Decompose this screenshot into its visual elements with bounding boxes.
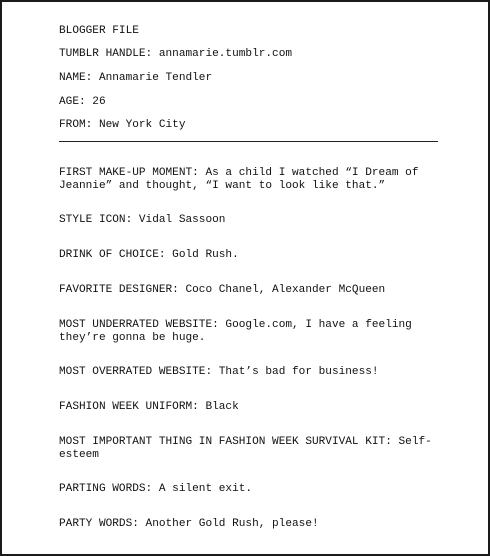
drink-of-choice-answer: DRINK OF CHOICE: Gold Rush. xyxy=(59,249,239,261)
first-makeup-moment-line2: Jeannie” and thought, “I want to look like that.” xyxy=(59,180,386,192)
tumblr-handle: TUMBLR HANDLE: annamarie.tumblr.com xyxy=(59,48,293,60)
name-field: NAME: Annamarie Tendler xyxy=(59,72,213,84)
document-title: BLOGGER FILE xyxy=(59,25,139,37)
age-field: AGE: 26 xyxy=(59,96,106,108)
overrated-website-answer: MOST OVERRATED WEBSITE: That’s bad for business! xyxy=(59,366,379,378)
divider-rule xyxy=(59,141,438,142)
underrated-website-line1: MOST UNDERRATED WEBSITE: Google.com, I have a feeling xyxy=(59,319,412,331)
survival-kit-line2: esteem xyxy=(59,449,99,461)
underrated-website-line2: they’re gonna be huge. xyxy=(59,332,206,344)
survival-kit-line1: MOST IMPORTANT THING IN FASHION WEEK SURVIVAL KIT: Self- xyxy=(59,436,432,448)
from-field: FROM: New York City xyxy=(59,119,186,131)
favorite-designer-answer: FAVORITE DESIGNER: Coco Chanel, Alexander McQueen xyxy=(59,284,386,296)
first-makeup-moment-line1: FIRST MAKE-UP MOMENT: As a child I watched “I Dream of xyxy=(59,167,419,179)
fashion-week-uniform-answer: FASHION WEEK UNIFORM: Black xyxy=(59,401,239,413)
parting-words-answer: PARTING WORDS: A silent exit. xyxy=(59,483,253,495)
party-words-answer: PARTY WORDS: Another Gold Rush, please! xyxy=(59,518,319,530)
style-icon-answer: STYLE ICON: Vidal Sassoon xyxy=(59,214,226,226)
